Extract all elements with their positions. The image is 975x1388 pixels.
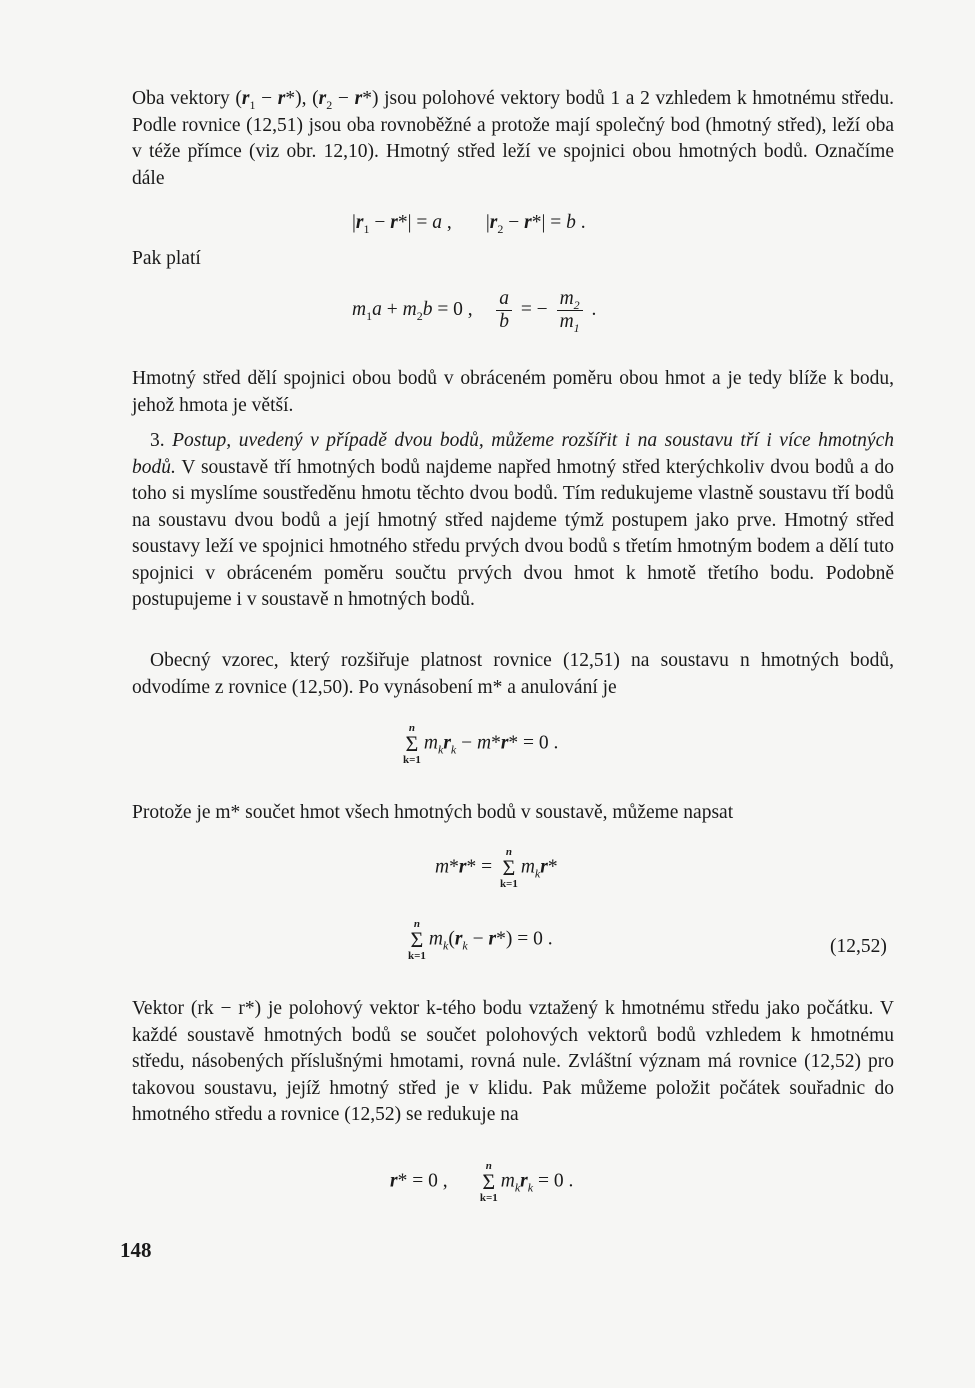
paragraph-3: 3. Postup, uvedený v případě dvou bodů, můžeme rozšířit i na soustavu tří i více hmotných bodů. V soustavě tří hmotných bodů najdeme napřed hmotný střed kterýchkoliv dvou bodů a do toho si myslíme soustředěnu hmotu těchto dvou bodů. Tím redukujeme vlastně soustavu tří bodů na soustavu dvou bodů a její hmotný střed najdeme týmž postupem jako prve. Hmotný střed soustavy leží ve spojnici hmotného středu prvých dvou bodů s třetím hmotným bodem a dělí tuto spojnici v obráceném poměru součtu prvých dvou hmot k hmotě třetího bodu. Podobně postupujeme i v soustavě n hmotných bodů.	[132, 430, 894, 610]
equation-label: (12,52)	[830, 936, 887, 957]
paragraph-5: Protože je m* součet hmot všech hmotných bodů v soustavě, můžeme napsat	[132, 802, 734, 823]
equation-ab: $|r_1 - r*| = a$ , $|r_2 - r*| = b$ .	[352, 212, 586, 236]
paragraph-1: Oba vektory $(r_1 - r*)$, $(r_2 - r*)$ jsou polohové vektory bodů 1 a 2 vzhledem k hmotnému středu. Podle rovnice (12,51) jsou oba rovnoběžné a protože mají společný bod (hmotný střed), leží oba v téže přímce (viz obr. 12,10). Hmotný střed leží ve spojnici obou hmotných bodů. Označíme dále	[132, 88, 894, 189]
equation-sum-2: m*r* = n Σ k=1 $m_kr*$	[435, 846, 558, 890]
equation-12-52: n Σ k=1 $m_k(r_k - r*) = 0$ .	[408, 918, 553, 962]
equation-final: r* = 0 , n Σ k=1 $m_kr_k = 0$ .	[390, 1160, 574, 1204]
inline-vectors: $(r_1 - r*)$, $(r_2 - r*)$	[235, 88, 379, 112]
pak-plati: Pak platí	[132, 248, 201, 269]
page-number: 148	[120, 1238, 152, 1262]
equation-mass-ratio: $m_1a + m_2b = 0$ , $\frac{a}{b}$ = − $\frac{m_2}{m_1}$ .	[352, 288, 597, 335]
paragraph-6: Vektor (rk − r*) je polohový vektor k-tého bodu vztažený k hmotnému středu jako počátku. V každé soustavě hmotných bodů se součet polohových vektorů bodů vzhledem k hmotnému středu, násobených příslušnými hmotami, rovná nule. Zvláštní význam má rovnice (12,52) pro takovou soustavu, jejíž hmotný střed je v klidu. Pak můžeme položit počátek souřadnic do hmotného středu a rovnice (12,52) se redukuje na	[132, 998, 894, 1125]
paragraph-4: Obecný vzorec, který rozšiřuje platnost rovnice (12,51) na soustavu n hmotných bodů, odvodíme z rovnice (12,50). Po vynásobení m* a anulování je	[132, 650, 894, 698]
equation-sum-1: n Σ k=1 $m_kr_k - m*r* = 0$ .	[403, 722, 559, 766]
paragraph-2: Hmotný střed dělí spojnici obou bodů v obráceném poměru obou hmot a je tedy blíže k bodu, jehož hmota je větší.	[132, 368, 894, 416]
